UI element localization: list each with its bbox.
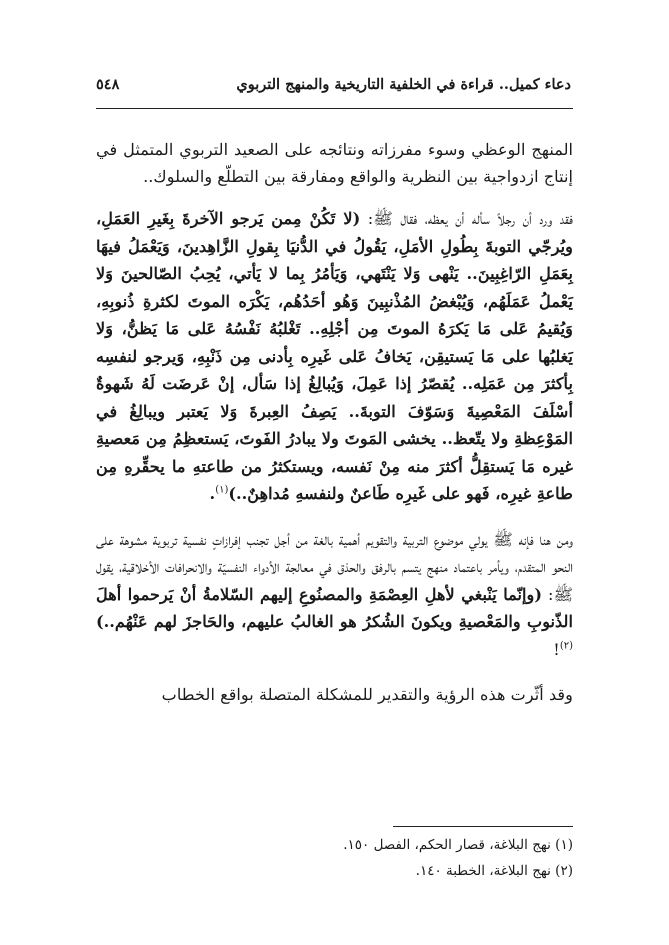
paragraph-2-end: . xyxy=(209,484,216,503)
paragraph-3-end: ! xyxy=(553,639,560,659)
paragraph-1: المنهج الوعظي وسوء مفرزاته ونتائجه على الصعيد التربوي المتمثل في إنتاج ازدواجية بين النظرية والواقع ومفارقة بين التطلّع والسلوك.. xyxy=(96,140,573,186)
main-text xyxy=(96,136,573,708)
footnote-rule xyxy=(393,826,573,827)
paragraph-3-lead: ومن هنا فإنه ﷺ يولي موضوع التربية والتقويم أهمية بالغة من أجل تجنب إفرازاتٍ نفسية تربوية مشوهة على النحو المتقدم، ويأمر باعتماد منهج يتسم بالرفق والحذق في معالجة الأدواء النفسيّة والانحرافات الأخلاقية، يقول ﷺ: xyxy=(96,529,573,604)
paragraph-2-lead: فقد ورد أن رجلاً سأله أن يعظه، فقال ﷺ: xyxy=(360,209,573,228)
paragraph-2 xyxy=(96,205,573,508)
running-title: دعاء كميل.. قراءة في الخلفية التاريخية والمنهج التربوي xyxy=(236,75,571,93)
running-header xyxy=(96,70,571,98)
paragraph-3 xyxy=(96,526,573,664)
paragraph-3-quote: (وإنّما يَنْبغي لأهلِ العِصْمَةِ والمصنُوعِ إليهم السّلامةُ أنْ يَرحموا أهلَ الذّنوبِ والمَعْصيةِ ويكونَ الشُكرُ هو الغالبُ عليهم، والحَاجزَ لهم عَنْهُم..) xyxy=(96,584,573,631)
footnote-ref-1[interactable]: (١) xyxy=(215,484,229,496)
header-rule xyxy=(96,108,573,109)
paragraph-4: وقد أثّرت هذه الرؤية والتقدير للمشكلة المتصلة بواقع الخطاب xyxy=(161,685,573,704)
page-number: ٥٤٨ xyxy=(96,75,120,93)
footnote-ref-2[interactable]: (٢) xyxy=(559,640,573,652)
footnote-1: (١) نهج البلاغة، قصار الحكم، الفصل ١٥٠. xyxy=(343,837,573,853)
footnotes xyxy=(96,832,573,884)
paragraph-2-quote: (لا تَكُنْ مِمن يَرجو الآخرةَ بِغَيرِ العَمَلِ، ويُرجّي التوبةَ بِطُولِ الأمَلِ، يَقُولُ في الدُّنيَا بِقولِ الزَّاهِدينَ، وَيَعْمَلُ فيهَا بِعَمَلِ الرّاغِبِينَ.. يَنْهى وَلا يَنْتَهي، وَيَأمُرُ بِما لا يَأتي، يُحِبُ الصّالحينَ وَلا يَعْملُ عَمَلَهُم، وَيُبْغضُ المُذْنبِينَ وَهُو أحَدُهُم، يَكْرَه الموتَ لكثرةِ ذُنوبِهِ، وَيُقيمُ عَلى مَا يَكرَهُ الموتَ مِن أجْلِهِ.. تَغْلبُهُ نَفْسُهُ عَلى مَا يَظنُّ، وَلا يَغلبُها على مَا يَستيقِن، يَخافُ عَلى غَيرِه بِأدنى مِن ذَنْبِهِ، وَيرجو لنفسِه بِأكثرَ مِن عَمَلِه.. يُقصّرُ إذا عَمِلَ، وَيُبالِغُ إذا سَأل، إنْ عَرضَت لَهُ شَهوةٌ أسْلَفَ المَعْصِيةَ وَسَوّفَ التوبةَ.. يَصِفُ العِبرةَ وَلا يَعتبر ويبالِغُ في المَوْعِظةِ ولا يتّعظ.. يخشى المَوتَ ولا يبادرُ الفَوتَ، يَستعظِمُ مِن مَعصيةِ غيره مَا يَستقِلُّ أكثرَ منه مِنْ نَفسه، ويستكثرُ من طاعتهِ ما يحقِّرهِ مِن طاعةِ غيرِه، فَهو على غَيرِه طَاعنٌ ولنفسهِ مُداهِنٌ..) xyxy=(96,209,573,503)
footnote-2: (٢) نهج البلاغة، الخطبة ١٤٠. xyxy=(415,863,573,879)
